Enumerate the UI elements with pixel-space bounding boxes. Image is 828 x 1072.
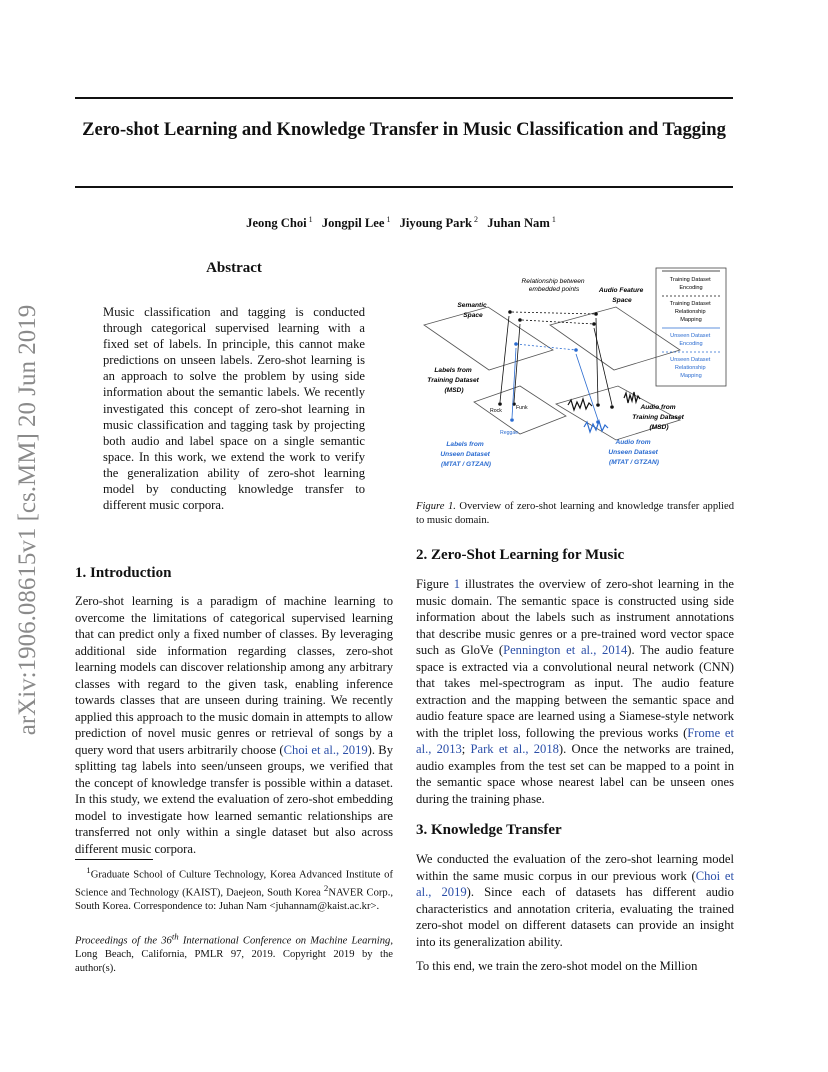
affiliation-footnote <box>75 864 393 914</box>
semantic-space-plane <box>424 307 553 370</box>
embedded-point <box>508 310 512 314</box>
knowledge-transfer-paragraph-2: To this end, we train the zero-shot model on the Million <box>416 959 698 973</box>
label-point-unseen <box>510 418 514 422</box>
proceedings-italic: International Conference on Machine Learning <box>178 935 391 947</box>
encoding-arrow <box>500 316 509 402</box>
body-text: Figure <box>416 577 454 591</box>
author-affiliation: 1 <box>551 215 556 224</box>
footnote-marker: 2 <box>323 883 329 894</box>
section-heading-zero-shot: 2. Zero-Shot Learning for Music <box>416 547 625 563</box>
top-rule <box>75 97 733 99</box>
author-name: Jeong Choi <box>246 216 307 231</box>
audio-feature-space-plane <box>550 307 680 370</box>
author-name: Jongpil Lee <box>321 216 385 231</box>
encoding-arrow-unseen <box>576 354 598 420</box>
citation-link[interactable]: Choi et al., 2019 <box>416 868 734 899</box>
knowledge-transfer-paragraph <box>416 851 734 950</box>
caption-text: Overview of zero-shot learning and knowledge transfer applied to music domain. <box>416 501 734 526</box>
paper-title: Zero-shot Learning and Knowledge Transfer in Music Classification and Tagging <box>82 119 726 140</box>
figure-label-audio-training: Audio from Training Dataset (MSD) <box>632 404 684 431</box>
introduction-text: Zero-shot learning is a paradigm of machine learning to overcome the limitations of categorical supervised learning that can predict only a fixed number of classes. By leveraging additional side information regarding classes, zero-shot learning models can discover relationship among any arbitrary classes with regard to the given task, enabling inference towards classes that are unseen during training. We recently applied this approach to the music domain in attempts to allow prediction of novel music genres or retrieval of songs by a query word that users arbitrarily choose ( <box>75 594 393 757</box>
body-text: ). The audio feature space is extracted via a convolutional neural network (CNN) that takes mel-spectrogram as input. The audio feature extraction and the mapping between the semantic space and audio feature space are learned using a Siamese-style network with the triplet loss, following the previous works ( <box>416 643 734 740</box>
body-text: We conducted the evaluation of the zero-shot learning model within the same music corpus in our previous work ( <box>416 852 734 883</box>
embedded-point <box>518 318 522 322</box>
author-name: Juhan Nam <box>487 216 550 231</box>
encoding-arrow <box>596 318 598 403</box>
legend-item: Unseen Dataset Encoding <box>670 333 711 347</box>
proceedings-note <box>75 930 393 975</box>
audio-point <box>596 403 600 407</box>
footnote-text: Graduate School of Culture Technology, Korea Advanced Institute of Science and Technology (KAIST), Daejeon, South Korea <box>75 869 393 899</box>
figure-label-semantic-space: Semantic Space <box>457 302 487 319</box>
embedded-point-unseen <box>514 342 518 346</box>
label-point <box>498 402 502 406</box>
figure-1-caption <box>416 500 734 528</box>
figure-label-audio-unseen: Audio from Unseen Dataset (MTAT / GTZAN) <box>608 439 659 466</box>
embedded-point-unseen <box>574 348 578 352</box>
embedded-point <box>592 322 596 326</box>
author-affiliation: 1 <box>308 215 313 224</box>
legend-item: Training Dataset Relationship Mapping <box>669 301 711 323</box>
author-name: Jiyoung Park <box>399 216 473 231</box>
introduction-text: ). By splitting tag labels into seen/unseen groups, we verified that the concept of knowledge transfer is possible within a dataset. In this study, we extend the evaluation of zero-shot embedding model to investigate how learned semantic relationships are transferred not only within a single dataset but also across different music corpora. <box>75 742 394 856</box>
footnote-marker: 1 <box>86 865 91 875</box>
figure-label-audio-feature-space: Audio Feature Space <box>598 287 644 304</box>
introduction-paragraph <box>75 593 393 857</box>
body-text: ; <box>461 742 471 756</box>
body-text: illustrates the overview of zero-shot learning in the music domain. The semantic space is constructed using side information about the labels such as instrument annotations that describe music genres or a pre-trained word vector space such as GloVe ( <box>416 577 734 657</box>
footnote-rule <box>75 859 153 860</box>
audio-point <box>610 405 614 409</box>
citation-link[interactable]: Pennington et al., 2014 <box>503 643 628 657</box>
figure-label-labels-unseen: Labels from Unseen Dataset (MTAT / GTZAN) <box>440 441 491 468</box>
abstract-text: Music classification and tagging is conducted through categorical supervised learning with a fixed set of labels. In principle, this cannot make predictions on unseen labels. Zero-shot learning is an approach to solve the problem by using side information about the semantic labels. We recently investigated this concept of zero-shot learning in music classification and tagging task by projecting both audio and label space on a single semantic space. In this work, we extend the work to verify the generalization ability of zero-shot learning model by conducting knowledge transfer to different music corpora. <box>103 305 365 513</box>
relationship-line <box>522 320 594 324</box>
waveform-unseen <box>584 421 608 432</box>
proceedings-italic: Proceedings of the 36 <box>75 935 172 947</box>
arxiv-stamp-text: arXiv:1906.08615v1 [cs.MM] 20 Jun 2019 <box>14 304 41 736</box>
arxiv-stamp <box>6 270 50 770</box>
body-text: ). Once the networks are trained, audio examples from the test set can be mapped to a point in the semantic space whose nearest label can be unseen ones during the training phase. <box>416 742 734 806</box>
title-bottom-rule <box>75 186 733 188</box>
figure-1-diagram <box>416 262 734 480</box>
section-heading-introduction: 1. Introduction <box>75 565 172 581</box>
author-affiliation: 1 <box>386 215 391 224</box>
citation-link[interactable]: Choi et al., 2019 <box>283 742 368 757</box>
caption-label: Figure 1. <box>416 501 456 512</box>
figure-label: Relationship between embedded points <box>521 278 585 293</box>
audio-plane <box>556 386 680 440</box>
embedded-point <box>594 312 598 316</box>
legend-item: Training Dataset Encoding <box>669 277 711 291</box>
waveform-seen <box>568 399 592 410</box>
legend-item: Unseen Dataset Relationship Mapping <box>670 357 711 379</box>
relationship-line <box>512 312 596 314</box>
tag-funk: Funk <box>516 405 528 411</box>
author-affiliation: 2 <box>474 215 479 224</box>
proceedings-sup: th <box>171 931 179 941</box>
citation-link[interactable]: Park et al., 2018 <box>470 742 559 756</box>
section-heading-knowledge-transfer: 3. Knowledge Transfer <box>416 822 562 838</box>
author-list <box>75 215 733 231</box>
zero-shot-paragraph <box>416 576 734 807</box>
abstract-heading: Abstract <box>206 260 262 276</box>
tag-reggae: Reggae <box>500 430 519 436</box>
figure-ref-link[interactable]: 1 <box>453 577 461 591</box>
citation-link[interactable]: Frome et al., 2013 <box>416 725 734 756</box>
figure-label-labels-training: Labels from Training Dataset (MSD) <box>427 367 479 394</box>
body-text: ). Since each of datasets has different audio characteristics and annotation criteria, evaluating the trained zero-shot model on different datasets can provide an insight into its generalization ability. <box>416 885 734 949</box>
footnote-text: NAVER Corp., South Korea. Correspondence to: Juhan Nam <juhannam@kaist.ac.kr>. <box>75 887 393 913</box>
proceedings-text: , Long Beach, California, PMLR 97, 2019. Copyright 2019 by the author(s). <box>75 935 393 974</box>
tag-rock: Rock <box>490 408 502 414</box>
